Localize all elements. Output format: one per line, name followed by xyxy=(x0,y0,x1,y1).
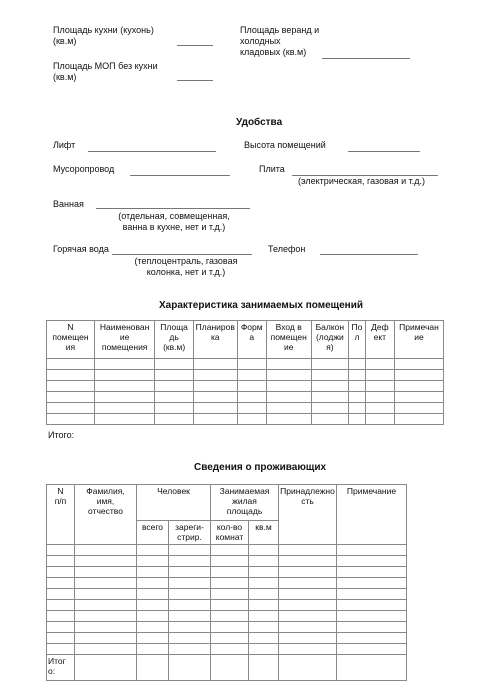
table-cell[interactable] xyxy=(47,578,75,589)
table-cell[interactable] xyxy=(47,359,95,370)
table-cell[interactable] xyxy=(394,403,443,414)
table-cell[interactable] xyxy=(349,392,366,403)
residents-row xyxy=(47,567,407,578)
table-cell[interactable] xyxy=(279,655,337,681)
table-cell[interactable] xyxy=(137,644,169,655)
table-cell[interactable] xyxy=(137,567,169,578)
table-cell[interactable] xyxy=(394,370,443,381)
table-cell[interactable] xyxy=(193,370,237,381)
table-cell[interactable] xyxy=(266,370,311,381)
table-cell[interactable] xyxy=(337,611,407,622)
table-cell[interactable] xyxy=(211,545,249,556)
table-cell[interactable] xyxy=(394,414,443,425)
table-cell[interactable] xyxy=(279,600,337,611)
residents-row xyxy=(47,589,407,600)
table-cell[interactable] xyxy=(47,611,75,622)
table-cell[interactable] xyxy=(211,633,249,644)
table-cell[interactable] xyxy=(249,633,279,644)
table-cell[interactable] xyxy=(394,359,443,370)
table-cell[interactable] xyxy=(155,370,194,381)
table-cell[interactable] xyxy=(137,600,169,611)
table-cell[interactable] xyxy=(279,589,337,600)
residents-row xyxy=(47,633,407,644)
table-cell[interactable] xyxy=(155,392,194,403)
rooms-heading: Характеристика занимаемых помещений xyxy=(159,300,364,311)
table-cell[interactable] xyxy=(47,633,75,644)
table-cell[interactable] xyxy=(237,414,266,425)
table-cell[interactable] xyxy=(337,600,407,611)
table-cell[interactable] xyxy=(137,545,169,556)
hot-water-label: Горячая вода xyxy=(53,244,109,254)
table-cell[interactable] xyxy=(365,392,394,403)
residents-row xyxy=(47,600,407,611)
table-cell[interactable] xyxy=(94,370,154,381)
table-cell[interactable] xyxy=(75,556,137,567)
table-cell[interactable] xyxy=(237,403,266,414)
res-col-people: Человек xyxy=(137,485,211,521)
residents-total-label: Итог о: xyxy=(47,655,75,681)
table-cell[interactable] xyxy=(75,633,137,644)
table-cell[interactable] xyxy=(211,611,249,622)
table-cell[interactable] xyxy=(249,655,279,681)
table-cell[interactable] xyxy=(137,622,169,633)
table-cell[interactable] xyxy=(279,545,337,556)
rooms-row xyxy=(47,414,444,425)
rooms-row xyxy=(47,359,444,370)
table-cell[interactable] xyxy=(47,370,95,381)
res-col-area: Занимаемая жилая площадь xyxy=(211,485,279,521)
table-cell[interactable] xyxy=(47,556,75,567)
table-cell[interactable] xyxy=(266,414,311,425)
veranda-area-label: Площадь веранд и холодных кладовых (кв.м) xyxy=(240,25,320,57)
rooms-col-defect: Деф ект xyxy=(365,321,394,359)
stove-label: Плита xyxy=(259,164,285,174)
table-cell[interactable] xyxy=(279,567,337,578)
table-cell[interactable] xyxy=(169,600,211,611)
table-cell[interactable] xyxy=(211,578,249,589)
rooms-row xyxy=(47,392,444,403)
table-cell[interactable] xyxy=(193,414,237,425)
rooms-col-name: Наименован ие помещения xyxy=(94,321,154,359)
table-cell[interactable] xyxy=(169,644,211,655)
table-cell[interactable] xyxy=(155,403,194,414)
table-cell[interactable] xyxy=(169,655,211,681)
table-cell[interactable] xyxy=(279,578,337,589)
kitchen-area-field[interactable] xyxy=(177,45,213,46)
table-cell[interactable] xyxy=(47,392,95,403)
residents-row xyxy=(47,578,407,589)
table-cell[interactable] xyxy=(349,414,366,425)
residents-row xyxy=(47,545,407,556)
table-cell[interactable] xyxy=(311,414,349,425)
table-cell[interactable] xyxy=(311,381,349,392)
table-cell[interactable] xyxy=(94,381,154,392)
table-cell[interactable] xyxy=(169,589,211,600)
table-cell[interactable] xyxy=(249,545,279,556)
table-cell[interactable] xyxy=(155,359,194,370)
table-cell[interactable] xyxy=(169,633,211,644)
rooms-table xyxy=(46,320,444,425)
garbage-chute-field[interactable] xyxy=(130,175,230,176)
table-cell[interactable] xyxy=(169,545,211,556)
table-cell[interactable] xyxy=(266,359,311,370)
table-cell[interactable] xyxy=(337,622,407,633)
residents-header-row xyxy=(47,485,407,521)
residents-row xyxy=(47,644,407,655)
table-cell[interactable] xyxy=(279,633,337,644)
table-cell[interactable] xyxy=(311,370,349,381)
table-cell[interactable] xyxy=(249,600,279,611)
table-cell[interactable] xyxy=(75,600,137,611)
table-cell[interactable] xyxy=(47,381,95,392)
table-cell[interactable] xyxy=(394,381,443,392)
table-cell[interactable] xyxy=(279,644,337,655)
table-cell[interactable] xyxy=(211,567,249,578)
table-cell[interactable] xyxy=(394,392,443,403)
table-cell[interactable] xyxy=(249,589,279,600)
table-cell[interactable] xyxy=(211,589,249,600)
table-cell[interactable] xyxy=(311,392,349,403)
residents-row xyxy=(47,611,407,622)
table-cell[interactable] xyxy=(365,381,394,392)
table-cell[interactable] xyxy=(47,600,75,611)
table-cell[interactable] xyxy=(155,414,194,425)
table-cell[interactable] xyxy=(365,414,394,425)
table-cell[interactable] xyxy=(365,370,394,381)
rooms-row xyxy=(47,370,444,381)
table-cell[interactable] xyxy=(365,403,394,414)
table-cell[interactable] xyxy=(169,556,211,567)
table-cell[interactable] xyxy=(75,655,137,681)
hot-water-hint: (теплоцентраль, газовая колонка, нет и т.д.) xyxy=(134,256,238,277)
amenities-heading: Удобства xyxy=(236,117,283,128)
table-cell[interactable] xyxy=(211,556,249,567)
table-cell[interactable] xyxy=(266,381,311,392)
res-sub-total: всего xyxy=(137,521,169,545)
table-cell[interactable] xyxy=(237,370,266,381)
garbage-chute-label: Мусоропровод xyxy=(53,164,115,174)
residents-heading: Сведения о проживающих xyxy=(194,462,327,473)
table-cell[interactable] xyxy=(249,578,279,589)
rooms-col-shape: Форм а xyxy=(237,321,266,359)
table-cell[interactable] xyxy=(349,381,366,392)
table-cell[interactable] xyxy=(337,578,407,589)
table-cell[interactable] xyxy=(237,392,266,403)
table-cell[interactable] xyxy=(211,622,249,633)
table-cell[interactable] xyxy=(137,633,169,644)
res-col-number: N п/п xyxy=(47,485,75,545)
rooms-row xyxy=(47,403,444,414)
table-cell[interactable] xyxy=(137,556,169,567)
phone-field[interactable] xyxy=(320,254,418,255)
res-col-name: Фамилия, имя, отчество xyxy=(75,485,137,545)
table-cell[interactable] xyxy=(94,414,154,425)
table-cell[interactable] xyxy=(249,556,279,567)
table-cell[interactable] xyxy=(337,567,407,578)
table-cell[interactable] xyxy=(94,359,154,370)
table-cell[interactable] xyxy=(94,403,154,414)
rooms-row xyxy=(47,381,444,392)
table-cell[interactable] xyxy=(237,381,266,392)
table-cell[interactable] xyxy=(337,556,407,567)
residents-table xyxy=(46,484,407,681)
table-cell[interactable] xyxy=(169,567,211,578)
table-cell[interactable] xyxy=(193,381,237,392)
rooms-header-row xyxy=(47,321,444,359)
table-cell[interactable] xyxy=(337,655,407,681)
rooms-col-entrance: Вход в помещен ие xyxy=(266,321,311,359)
rooms-col-layout: Планиров ка xyxy=(193,321,237,359)
table-cell[interactable] xyxy=(137,611,169,622)
kitchen-area-label: Площадь кухни (кухонь) (кв.м) xyxy=(53,25,154,46)
table-cell[interactable] xyxy=(237,359,266,370)
table-cell[interactable] xyxy=(249,611,279,622)
mop-area-label: Площадь МОП без кухни (кв.м) xyxy=(53,61,158,82)
table-cell[interactable] xyxy=(337,589,407,600)
table-cell[interactable] xyxy=(337,545,407,556)
table-cell[interactable] xyxy=(337,644,407,655)
table-cell[interactable] xyxy=(47,622,75,633)
table-cell[interactable] xyxy=(94,392,154,403)
table-cell[interactable] xyxy=(75,622,137,633)
rooms-total-label: Итого: xyxy=(48,430,75,440)
table-cell[interactable] xyxy=(193,359,237,370)
res-col-belonging: Принадлежно сть xyxy=(279,485,337,545)
table-cell[interactable] xyxy=(169,622,211,633)
table-cell[interactable] xyxy=(47,403,95,414)
rooms-col-balcony: Балкон (лоджи я) xyxy=(311,321,349,359)
stove-hint: (электрическая, газовая и т.д.) xyxy=(298,176,426,186)
bath-label: Ванная xyxy=(53,199,84,209)
table-cell[interactable] xyxy=(75,567,137,578)
phone-label: Телефон xyxy=(268,244,306,254)
table-cell[interactable] xyxy=(349,370,366,381)
lift-label: Лифт xyxy=(53,140,76,150)
bath-hint: (отдельная, совмещенная, ванна в кухне, нет и т.д.) xyxy=(118,211,230,232)
table-cell[interactable] xyxy=(47,545,75,556)
table-cell[interactable] xyxy=(75,644,137,655)
res-sub-rooms-count: кол-во комнат xyxy=(211,521,249,545)
table-cell[interactable] xyxy=(75,545,137,556)
table-cell[interactable] xyxy=(311,359,349,370)
table-cell[interactable] xyxy=(47,567,75,578)
res-sub-sqm: кв.м xyxy=(249,521,279,545)
table-cell[interactable] xyxy=(75,578,137,589)
rooms-col-number: N помещен ия xyxy=(47,321,95,359)
table-cell[interactable] xyxy=(266,403,311,414)
table-cell[interactable] xyxy=(279,622,337,633)
table-cell[interactable] xyxy=(311,403,349,414)
rooms-col-area: Площа дь (кв.м) xyxy=(155,321,194,359)
table-cell[interactable] xyxy=(279,556,337,567)
table-cell[interactable] xyxy=(75,611,137,622)
mop-area-field[interactable] xyxy=(177,80,213,81)
rooms-col-note: Примечан ие xyxy=(394,321,443,359)
table-cell[interactable] xyxy=(155,381,194,392)
table-cell[interactable] xyxy=(137,589,169,600)
residents-row xyxy=(47,622,407,633)
table-cell[interactable] xyxy=(137,655,169,681)
table-cell[interactable] xyxy=(279,611,337,622)
ceiling-height-label: Высота помещений xyxy=(244,140,326,150)
table-cell[interactable] xyxy=(75,589,137,600)
hot-water-field[interactable] xyxy=(112,254,252,255)
veranda-area-field[interactable] xyxy=(322,58,410,59)
table-cell[interactable] xyxy=(47,644,75,655)
table-cell[interactable] xyxy=(249,567,279,578)
table-cell[interactable] xyxy=(169,611,211,622)
table-cell[interactable] xyxy=(211,655,249,681)
table-cell[interactable] xyxy=(349,403,366,414)
residents-total-row xyxy=(47,655,407,681)
table-cell[interactable] xyxy=(349,359,366,370)
table-cell[interactable] xyxy=(169,578,211,589)
table-cell[interactable] xyxy=(193,392,237,403)
table-cell[interactable] xyxy=(266,392,311,403)
table-cell[interactable] xyxy=(47,589,75,600)
table-cell[interactable] xyxy=(47,414,95,425)
residents-row xyxy=(47,556,407,567)
table-cell[interactable] xyxy=(137,578,169,589)
table-cell[interactable] xyxy=(211,644,249,655)
table-cell[interactable] xyxy=(365,359,394,370)
table-cell[interactable] xyxy=(249,644,279,655)
res-col-note: Примечание xyxy=(337,485,407,545)
lift-field[interactable] xyxy=(88,151,216,152)
ceiling-height-field[interactable] xyxy=(348,151,420,152)
table-cell[interactable] xyxy=(249,622,279,633)
table-cell[interactable] xyxy=(211,600,249,611)
table-cell[interactable] xyxy=(337,633,407,644)
bath-field[interactable] xyxy=(96,208,250,209)
table-cell[interactable] xyxy=(193,403,237,414)
rooms-col-floor: По л xyxy=(349,321,366,359)
res-sub-registered: зареги- стрир. xyxy=(169,521,211,545)
